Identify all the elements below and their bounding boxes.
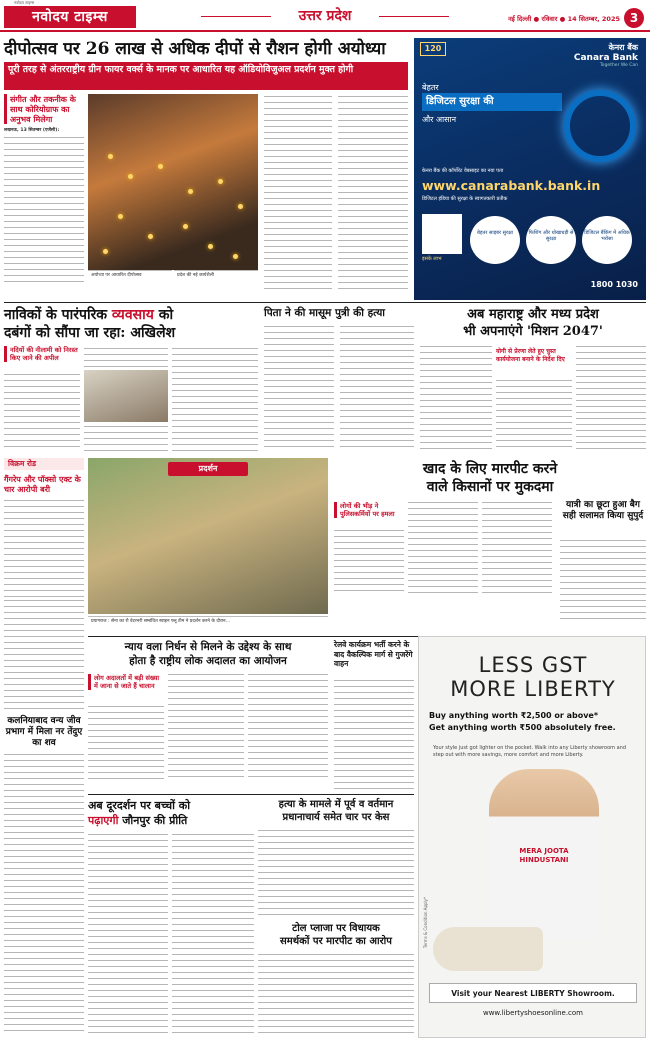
story-headline-2: वाले किसानों पर मुकदमा [426,479,554,495]
text-block [482,502,552,596]
text-block [408,502,478,596]
shoe-image [433,927,543,971]
story-headline-2: पढ़ाएगी जौनपुर की प्रीति [88,814,188,827]
canara-bank-ad[interactable] [414,38,646,300]
text-block [334,680,414,790]
story-headline: अब महाराष्ट्र और मध्य प्रदेश [467,307,599,322]
text-block [172,834,254,1034]
tshirt-text: MERA JOOTA HINDUSTANI [519,847,569,864]
story-headline-2: होता है राष्ट्रीय लोक अदालत का आयोजन [129,655,287,667]
canara-logo [574,42,638,68]
ad-desc-2: डिजिटल इंडिया की सुरक्षा के स्वागतकारी प्रतीक [422,196,508,202]
story-headline: यात्री का छूटा हुआ बैग सही सलामत किया सुपुर्द [562,500,644,521]
newspaper-logo[interactable]: नवोदय टाइम्स [4,6,136,28]
feature-circle: डिजिटल बैंकिंग में अधिक भरोसा [582,216,632,264]
toll-plaza-story [258,922,414,1038]
text-block [264,326,334,452]
story-headline: अब दूरदर्शन पर बच्चों को [88,799,191,812]
story-headline-2: भी अपनाएंगे 'मिशन 2047' [463,324,603,339]
text-block [258,830,414,918]
text-block [4,374,80,452]
father-story [264,306,414,456]
text-block [338,96,408,292]
leopard-story [4,716,84,1036]
ad-small-text: Your style just got lighter on the pocket. Walk into any Liberty showroom and step out with more savings, more comfort and more Liberty. [433,745,627,758]
murder-case-story [258,798,414,918]
story-headline: रेलवे कार्यक्रम भर्ती करने के बाद वैकल्पिक मार्ग से गुजरेंगे वाहन [334,640,413,668]
story-headline-2: दबंगों को सौंपा जा रहा: अखिलेश [4,325,176,341]
text-block [84,348,168,368]
story-headline-2: प्रधानाचार्य समेत चार पर केस [282,812,390,823]
offer-1: Buy anything worth ₹2,500 or above* [429,711,599,720]
bag-story [560,500,646,620]
toll-free-number[interactable]: 1800 1030 [590,280,638,289]
text-block [84,426,168,452]
story-headline: नाविकों के पारंपरिक व्यवसाय को [4,307,174,323]
ad-line-2: MORE LIBERTY [450,677,616,701]
story-headline: पिता ने की मासूम पुत्री की हत्या [264,307,386,319]
story-headline: खाद के लिए मारपीट करने [422,461,558,477]
text-block [4,500,84,598]
scan-label: इसके लाभ [422,256,442,262]
qr-code[interactable] [422,214,462,254]
photo-caption: प्रयागराज : सेना का रौ वेटरनरी सम्बंधित स्वाइन फ्लू टीम ने प्रदर्शन करने के दौरान... [88,616,328,627]
lead-caption: अयोध्या पर आधारित दीपोत्सव [88,270,172,281]
story-headline: टोल प्लाजा पर विधायक [292,923,380,934]
bank-slogan: Together We Can [599,63,638,68]
text-block [340,326,414,452]
text-block [172,348,258,452]
bank-name-hindi: केनरा बैंक [608,43,638,52]
ad-url[interactable]: www.canarabank.bank.in [422,178,601,193]
anniversary-badge: 120 [420,42,446,56]
ad-pre: बेहतर [422,83,439,92]
divider [4,302,646,303]
website[interactable]: www.libertyshoesonline.com [482,1009,583,1017]
bank-name-en: Canara Bank [573,53,638,63]
photo-tag: प्रदर्शन [168,462,248,476]
text-block [576,346,646,452]
page-number: 3 [624,8,644,28]
text-block [4,137,84,287]
tagline: नवोदय टाइम्स [14,0,35,5]
lead-column-1 [4,94,84,294]
story-headline: हत्या के मामले में पूर्व व वर्तमान [278,799,394,810]
story-headline-2: समर्थकों पर मारपीट का आरोप [280,936,392,947]
akhilesh-photo [84,370,168,422]
text-block [168,674,244,780]
lead-headline: दीपोत्सव पर 26 लाख से अधिक दीपों से रौशन होगी अयोध्या [4,39,386,59]
text-block [420,346,492,452]
lok-adalat-story [88,640,328,780]
box-label: विक्रम रोड [4,458,84,470]
lead-subhead: पूरी तरह से अंतरराष्ट्रीय ग्रीन फायर वर्क्स के मानक पर आधारित यह ऑडियोविजुअल प्रदर्शन मुक्त होगी [4,62,408,90]
text-block [264,96,332,292]
feature-circle: फिशिंग और धोखाधड़ी से सुरक्षा [526,216,576,264]
masthead [0,0,650,32]
story-sub: नदियों की नीलामी को निरस्त किए जाने की अपील [4,346,80,362]
feature-circle: बेहतर साइबर सुरक्षा [470,216,520,264]
mission-2047-story [420,306,646,456]
story-headline: कलनियाबाद वन्य जीव प्रभाग में मिला नर तेंदुए का शव [5,716,83,748]
doordarshan-story [88,798,254,1038]
ad-desc: केनरा बैंक की कॉर्पोरेट वेबसाइट का नया पता [422,168,504,174]
text-block [88,706,164,780]
lead-byline: लखनऊ, 13 सितम्बर (एजेंसी): [4,128,60,133]
lead-story [4,38,408,298]
section-title: उत्तर प्रदेश [275,6,375,26]
offer-2: Get anything worth ₹500 absolutely free. [429,723,616,732]
story-sub: लोग अदालतों में बड़ी संख्या में जाना से जाते हैं चालान [88,674,164,690]
ad-graphic-ring [564,90,636,162]
dog-show-photo [88,458,328,614]
dateline: नई दिल्ली ● रविवार ● 14 सितम्बर, 2025 [508,15,620,23]
liberty-ad[interactable] [418,636,646,1038]
vikram-road-box [4,458,84,598]
visit-showroom[interactable]: Visit your Nearest LIBERTY Showroom. [429,983,637,1003]
text-block [248,674,328,780]
demo-photo-block [88,458,328,634]
story-headline: गैंगरेप और पॉक्सो एक्ट के चार आरोपी बरी [4,474,81,494]
text-block [496,380,572,452]
highlight-word: व्यवसाय [111,307,154,323]
akhilesh-story [4,306,258,456]
text-block [258,954,414,1038]
ad-post: और आसान [422,115,457,124]
highlight-word: पढ़ाएगी [88,814,119,827]
terms: Terms & Condition Apply* [423,897,428,949]
text-block [334,530,404,596]
ad-line-1: LESS GST [478,653,588,677]
story-headline: न्याय वला निर्धन से मिलने के उद्देश्य के साथ [124,641,292,653]
lead-photo-diyas [88,94,258,270]
divider [88,794,414,795]
text-block [4,600,84,712]
lead-side-head: संगीत और तकनीक के साथ कोरियोग्राफ का अनुभव मिलेगा [4,94,84,124]
text-block [88,834,168,1034]
ad-title: डिजिटल सुरक्षा की [422,93,562,111]
story-sub: लोगों की भीड़ ने पुलिसकर्मियों पर हमला [334,502,404,518]
text-block [4,754,84,1036]
story-sub: योगी से प्रेरणा लेते हुए चुस्त कार्ययोजना बनाने के निर्देश दिए [496,348,565,363]
railway-story [334,640,414,790]
lead-caption-2: प्रदेश की नई कार्यशैली [174,270,258,281]
text-block [560,540,646,620]
